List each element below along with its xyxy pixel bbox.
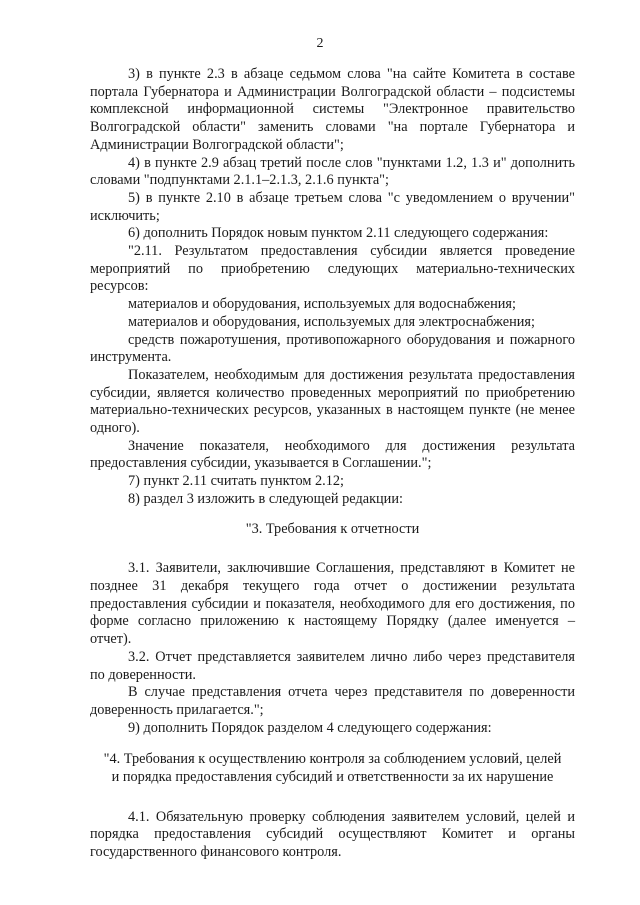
section-4-title-line: "4. Требования к осуществлению контроля за соблюдением условий, целей [103,751,562,768]
section-4-title-line: и порядка предоставления субсидий и ответственности за их нарушение [111,769,554,786]
paragraph-3-1: 3.1. Заявители, заключившие Соглашения, представляют в Комитет не позднее 31 декабря текущего года отчет о достижении результата предоставления субсидии и показателя, необходимого для его достижения, по форме согласно приложению к настоящему Порядку (далее именуется – отчет). [90,560,575,648]
paragraph-item-7: 7) пункт 2.11 считать пунктом 2.12; [128,473,344,490]
paragraph-item-8: 8) раздел 3 изложить в следующей редакции: [128,490,403,507]
paragraph-2-11: "2.11. Результатом предоставления субсидии является проведение мероприятий по приобретению следующих материально-технических ресурсов: [90,243,575,295]
paragraph-item-9: 9) дополнить Порядок разделом 4 следующего содержания: [128,719,492,736]
section-3-title: "3. Требования к отчетности [245,520,420,537]
document-body [90,66,575,862]
paragraph-item-6: 6) дополнить Порядок новым пунктом 2.11 следующего содержания: [128,225,549,242]
paragraph-item-3: 3) в пункте 2.3 в абзаце седьмом слова "на сайте Комитета в составе портала Губернатора и Администрации Волгоградской области – подсистемы комплексной информационной системы "Электронное правительство Волгоградской области" заменить словами "на портале Губернатора и Администрации Волгоградской области"; [90,66,575,153]
paragraph-indicator-value: Значение показателя, необходимого для достижения результата предоставления субсидии, указывается в Соглашении."; [90,437,575,472]
list-item-water: материалов и оборудования, используемых для водоснабжения; [128,296,516,313]
paragraph-item-5: 5) в пункте 2.10 в абзаце третьем слова "с уведомлением о вручении" исключить; [90,189,575,224]
section-4-title [90,751,575,786]
paragraph-4-1: 4.1. Обязательную проверку соблюдения заявителем условий, целей и порядка предоставления субсидий осуществляют Комитет и органы государственного финансового контроля. [90,808,575,861]
page-number: 2 [316,36,324,51]
paragraph-item-4: 4) в пункте 2.9 абзац третий после слов "пунктами 1.2, 1.3 и" дополнить словами "подпунктами 2.1.1–2.1.3, 2.1.6 пункта"; [90,154,575,189]
paragraph-indicator: Показателем, необходимым для достижения результата предоставления субсидии, является количество проведенных мероприятий по приобретению материально-технических ресурсов, указанных в настоящем пункте (не менее одного). [90,366,575,437]
paragraph-3-2: 3.2. Отчет представляется заявителем лично либо через представителя по доверенности. [90,648,575,683]
list-item-electricity: материалов и оборудования, используемых для электроснабжения; [128,313,535,330]
paragraph-power-of-attorney: В случае представления отчета через представителя по доверенности доверенность прилагается."; [90,684,575,718]
list-item-fire: средств пожаротушения, противопожарного оборудования и пожарного инструмента. [90,331,575,366]
